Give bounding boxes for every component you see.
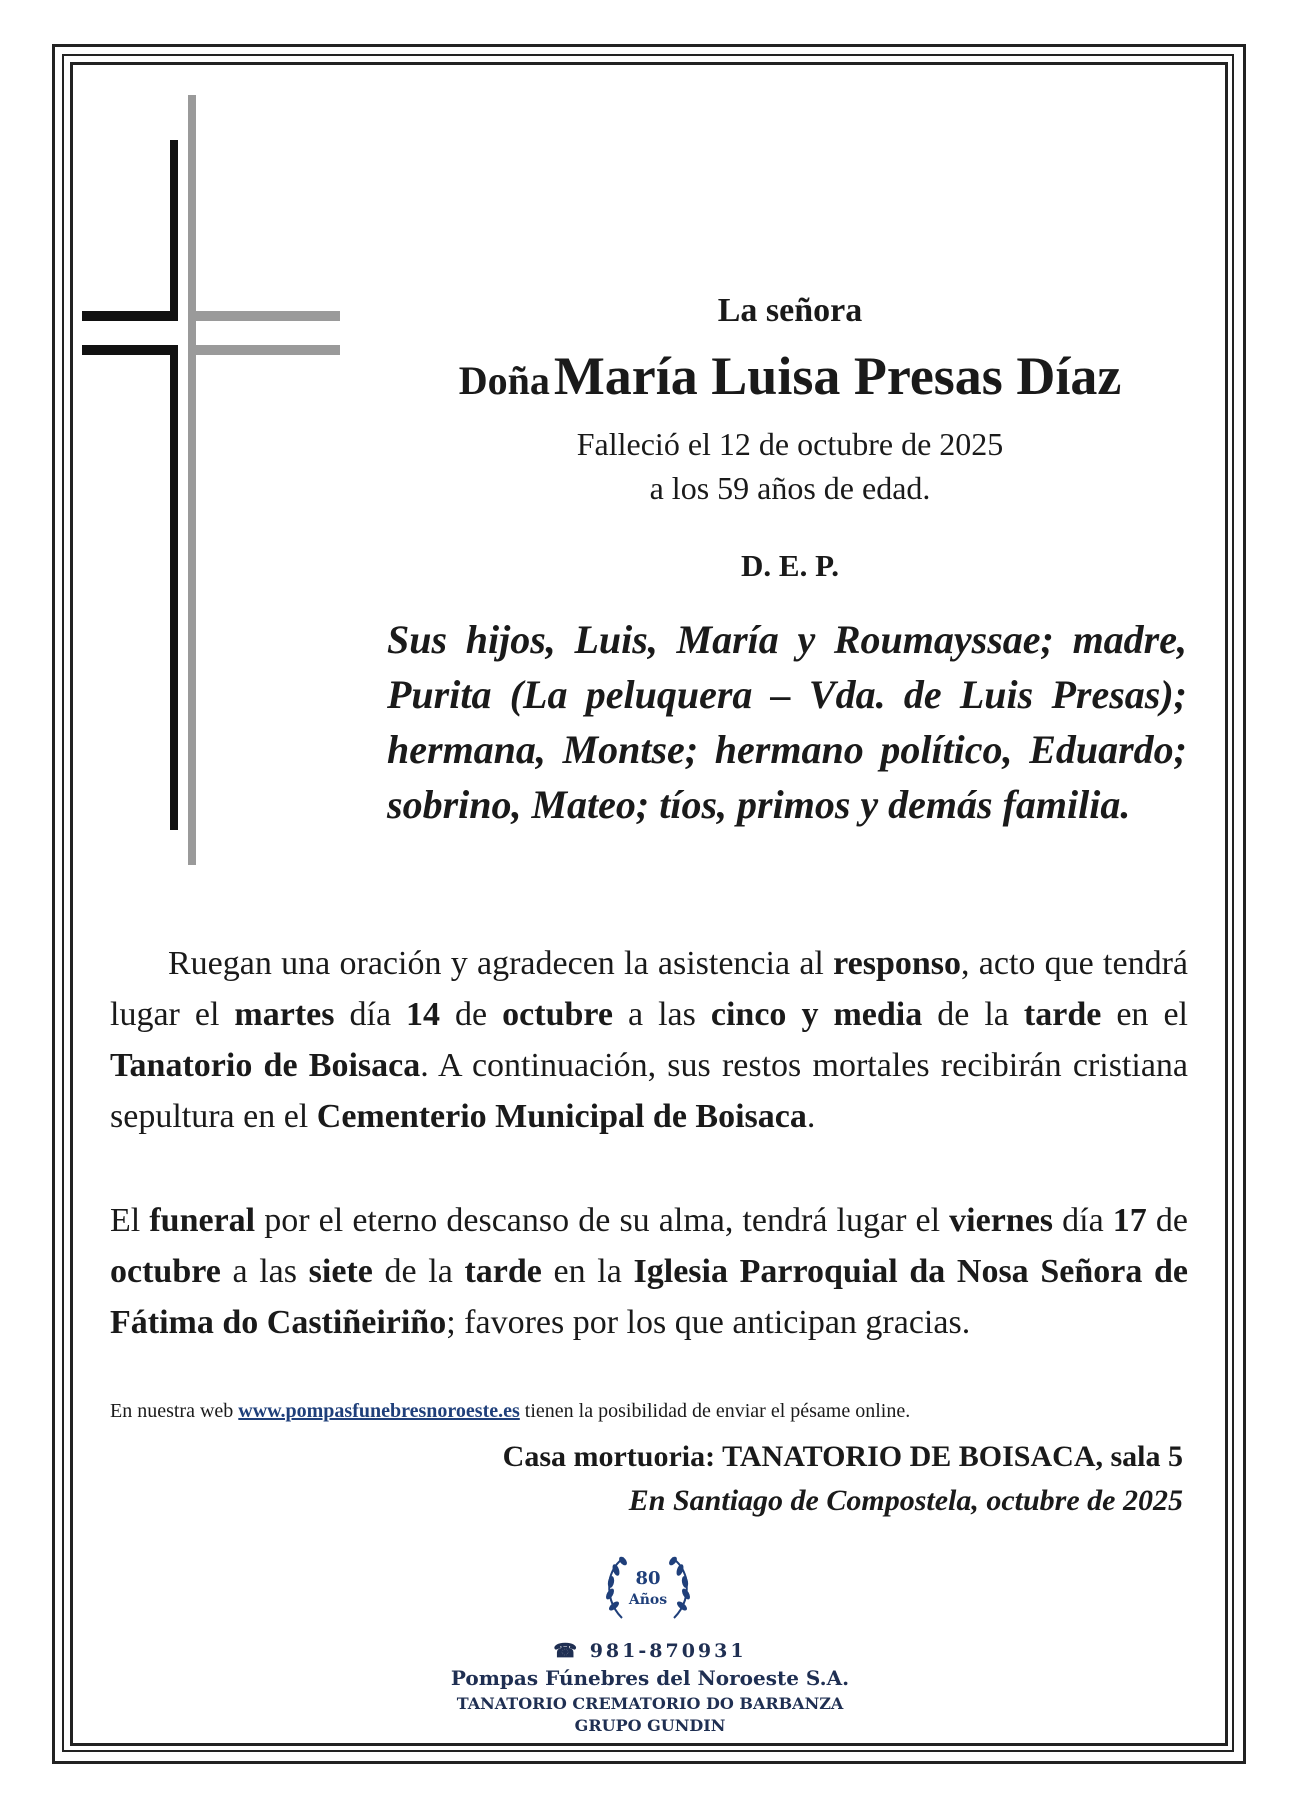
paragraph2-run: en la	[541, 1253, 634, 1290]
paragraph1-run: .	[806, 1098, 816, 1135]
title-prefix: La señora	[717, 292, 863, 329]
paragraph1-run: Ruegan una oración y agradecen la asistencia al	[168, 945, 834, 982]
paragraph1-run: a las	[612, 996, 711, 1033]
web-notice	[110, 1400, 1188, 1423]
paragraph1-run: de	[440, 996, 503, 1033]
cross-icon	[80, 95, 350, 865]
paragraph1-run: cinco y media	[710, 996, 923, 1033]
logo-number: 80	[635, 1568, 661, 1589]
casa-place: TANATORIO DE BOISACA	[722, 1440, 1096, 1473]
honorific: Doña	[458, 358, 550, 403]
paragraph1-run: . A continuación, sus restos mortales recibirán cristiana sepultura en el	[110, 1047, 1188, 1135]
company-name: Pompas Fúnebres del Noroeste S.A.	[450, 1666, 850, 1690]
group-name: GRUPO GUNDIN	[574, 1716, 726, 1735]
website-link[interactable]: www.pompasfunebresnoroeste.es	[238, 1400, 520, 1422]
place-date: En Santiago de Compostela, octubre de 2025	[628, 1484, 1183, 1517]
paragraph1-run: 14	[406, 996, 441, 1033]
age-line: a los 59 años de edad.	[649, 470, 931, 506]
paragraph1-run: en el	[1101, 996, 1188, 1033]
paragraph1-run: martes	[234, 996, 335, 1033]
paragraph2-run: octubre	[110, 1253, 221, 1290]
dep-line: D. E. P.	[741, 548, 839, 583]
paragraph1-run: responso	[833, 945, 961, 982]
deceased-name	[380, 345, 1200, 407]
paragraph2-run: El	[110, 1202, 150, 1239]
paragraph1-run: octubre	[502, 996, 613, 1033]
paragraph1-run: de la	[922, 996, 1024, 1033]
web-prefix: En nuestra web	[110, 1400, 239, 1422]
death-date-line: Falleció el 12 de octubre de 2025	[576, 426, 1004, 462]
paragraph-responso	[110, 938, 1188, 1142]
paragraph1-run: Tanatorio de Boisaca	[110, 1047, 421, 1084]
phone-line	[380, 1640, 920, 1662]
paragraph1-run: , acto que tendrá lugar el	[110, 945, 1188, 1033]
paragraph2-run: funeral	[149, 1202, 256, 1239]
anniversary-laurel-logo	[592, 1548, 704, 1632]
casa-room: , sala 5	[1095, 1440, 1183, 1473]
paragraph2-run: 17	[1112, 1202, 1147, 1239]
casa-mortuoria	[503, 1440, 1183, 1474]
paragraph2-run: siete	[308, 1253, 373, 1290]
paragraph2-run: Iglesia Parroquial da Nosa Señora de Fátima do Castiñeiriño	[110, 1253, 1189, 1341]
paragraph1-run: Cementerio Municipal de Boisaca	[316, 1098, 807, 1135]
logo-word: Años	[628, 1592, 668, 1608]
web-suffix: tienen la posibilidad de enviar el pésame online.	[519, 1400, 911, 1422]
full-name: María Luisa Presas Díaz	[553, 346, 1122, 406]
casa-label: Casa mortuoria:	[502, 1440, 723, 1473]
paragraph2-run: viernes	[949, 1202, 1054, 1239]
paragraph1-run: tarde	[1023, 996, 1102, 1033]
paragraph2-run: por el eterno descanso de su alma, tendrá lugar el	[255, 1202, 950, 1239]
family-text: Sus hijos, Luis, María y Roumayssae; madre, Purita (La peluquera – Vda. de Luis Presas); hermana, Montse; hermano político, Eduardo; sobrino, Mateo; tíos, primos y demás familia.	[387, 617, 1187, 827]
paragraph2-run: a las	[220, 1253, 309, 1290]
death-info	[380, 422, 1200, 510]
paragraph2-run: tarde	[464, 1253, 542, 1290]
paragraph1-run: día	[334, 996, 407, 1033]
crematorio-name: TANATORIO CREMATORIO DO BARBANZA	[456, 1694, 844, 1713]
paragraph-funeral	[110, 1195, 1188, 1348]
phone-icon: ☎	[553, 1640, 581, 1662]
paragraph2-run: ; favores por los que anticipan gracias.	[446, 1304, 971, 1341]
paragraph2-run: de	[1146, 1202, 1189, 1239]
phone-number: 981-870931	[589, 1640, 747, 1662]
paragraph2-run: de la	[372, 1253, 465, 1290]
paragraph2-run: día	[1053, 1202, 1113, 1239]
